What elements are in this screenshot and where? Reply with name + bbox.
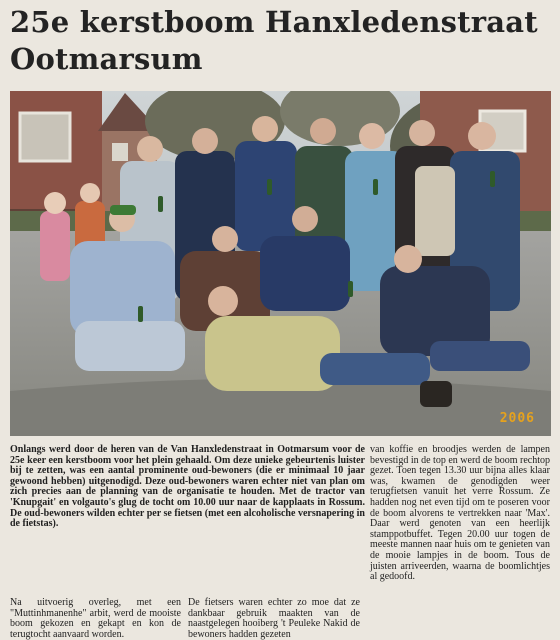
headline: [10, 4, 555, 78]
headline-line-2: Ootmarsum: [10, 42, 203, 76]
article-column-4: [370, 445, 550, 583]
article-column-2-text: Na uitvoerig overleg, met een "Muttinhmanenhe" arbit, werd de mooiste boom gekozen en gekapt en kon de terugtocht aanvaard worden.: [10, 597, 181, 640]
article-lead: Onlangs werd door de heren van de Van Hanxledenstraat in Ootmarsum voor de 25e keer een kerstboom voor het plein gehaald. Om deze unieke gebeurtenis luister bij te zetten, was een aantal prominente oud-bewoners (die er minimaal 10 jaar gewoond hebben) uitgenodigd. Deze oud-bewoners waren echter niet van plan om zich precies aan de planning van de organisatie te houden. Met de tractor van 'Knupgait' en volgauto's glug de tocht om 10.00 uur naar de kapplaats in Rossum. De oud-bewoners wilden echter per se fietsen (met een alcoholische versnapering in de fietstas).: [10, 444, 365, 530]
article-lead-column: [10, 445, 365, 530]
photo-date-stamp: 2006: [499, 411, 535, 426]
article-column-4-text: van koffie en broodjes werden de lampen bevestigd in de top en werd de boom rechtop gezet. Toen tegen 13.30 uur bijna alles klaar was, kwamen de genodigden weer terugfietsen vanuit het verre Rossum. Ze hadden nog net even tijd om te poseren voor de boom alvorens te vertrekken naar 'Max'. Daar werd genoten van een heerlijk stamppotbuffet. Tegen 20.00 uur togen de meeste mannen naar huis om te genieten van de mooie lampjes in de boom. Tous de juisten arriveerden, waarna de boomlichtjes al gedoofd.: [370, 444, 550, 583]
article-column-3-text: De fietsers waren echter zo moe dat ze dankbaar gebruik maakten van de naastgelegen hooiberg 't Peuleke Nakid de bewoners hadden gezeten: [188, 597, 360, 640]
group-photo-illustration: [10, 91, 551, 436]
group-photo: [10, 91, 551, 436]
article-column-2: [10, 598, 181, 640]
headline-line-1: 25e kerstboom Hanxledenstraat: [10, 5, 538, 39]
article-column-3: [188, 598, 360, 640]
